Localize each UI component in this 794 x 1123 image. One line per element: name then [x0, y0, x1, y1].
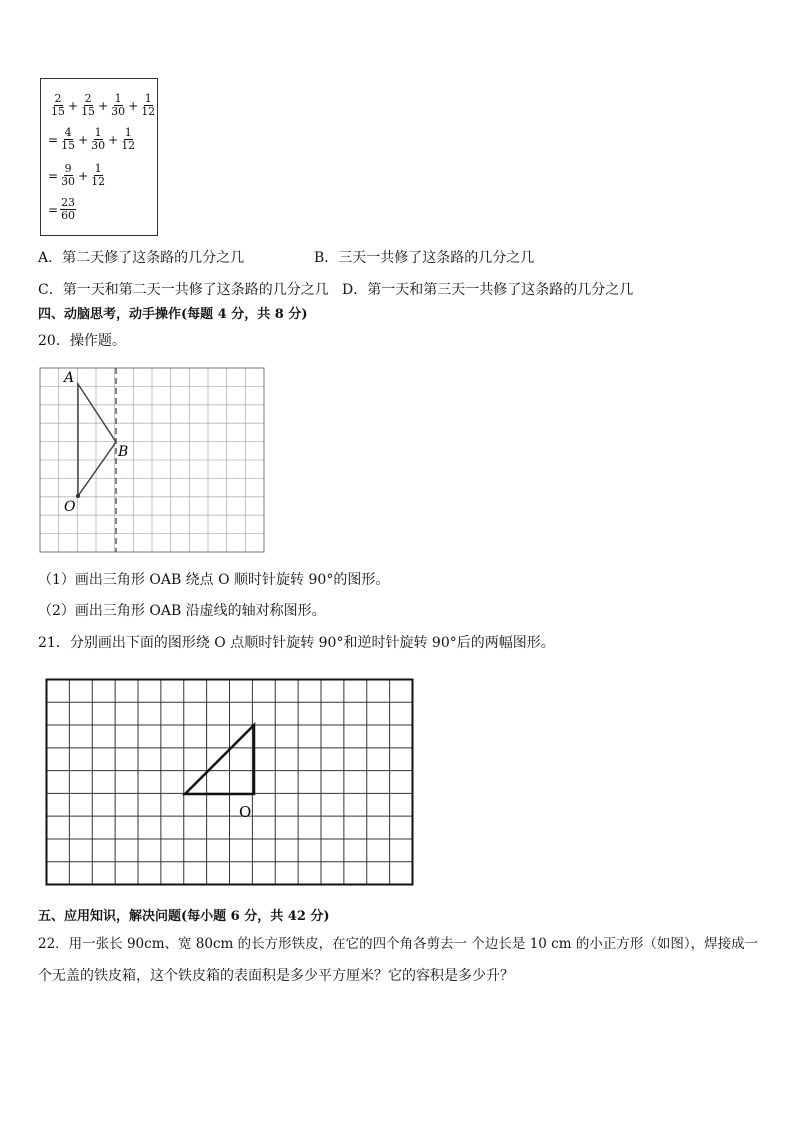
q20-grid-figure — [38, 366, 266, 554]
equals-sign: = — [48, 132, 59, 147]
plus-sign: + — [128, 98, 139, 113]
plus-sign: + — [98, 98, 109, 113]
triangle-oab — [78, 384, 116, 496]
calc-row-3 — [47, 163, 107, 188]
section-5-heading: 五、应用知识，解决问题(每小题 6 分，共 42 分) — [38, 909, 330, 924]
fraction: $\frac{2}{15}$ — [81, 92, 96, 118]
fraction: $\frac{1}{12}$ — [91, 162, 106, 188]
fraction: $\frac{2}{15}$ — [51, 92, 65, 118]
fraction: $\frac{1}{12}$ — [121, 126, 136, 152]
option-c: C．第一天和第二天一共修了这条路的几分之几 — [38, 282, 329, 298]
point-o-dot — [76, 494, 80, 498]
fraction: $\frac{1}{12}$ — [141, 92, 156, 118]
equals-sign: = — [48, 168, 59, 183]
calc-row-1 — [49, 93, 157, 118]
label-o: O — [239, 803, 252, 821]
q20-sub1: （1）画出三角形 OAB 绕点 O 顺时针旋转 90°的图形。 — [38, 572, 390, 588]
fraction: $\frac{23}{60}$ — [61, 196, 76, 222]
equals-sign: = — [48, 202, 59, 217]
plus-sign: + — [108, 132, 119, 147]
calc-row-4 — [47, 197, 77, 222]
fraction: $\frac{9}{30}$ — [61, 162, 76, 188]
label-o: O — [64, 499, 76, 515]
option-d: D．第一天和第三天一共修了这条路的几分之几 — [342, 282, 634, 298]
q20-title: 20．操作题。 — [38, 333, 126, 349]
fraction: $\frac{1}{30}$ — [91, 126, 106, 152]
right-triangle — [185, 725, 254, 794]
q22-line-2: 个无盖的铁皮箱，这个铁皮箱的表面积是多少平方厘米？它的容积是多少升？ — [38, 968, 514, 984]
q20-sub2: （2）画出三角形 OAB 沿虚线的轴对称图形。 — [38, 603, 326, 619]
fraction: $\frac{4}{15}$ — [61, 126, 76, 152]
q21-title: 21．分别画出下面的图形绕 O 点顺时针旋转 90°和逆时针旋转 90°后的两幅图形。 — [38, 635, 555, 651]
plus-sign: + — [78, 132, 89, 147]
option-a: A．第二天修了这条路的几分之几 — [38, 250, 245, 266]
plus-sign: + — [68, 98, 79, 113]
fraction: $\frac{1}{30}$ — [111, 92, 126, 118]
calculation-box — [40, 78, 158, 236]
plus-sign: + — [78, 168, 89, 183]
q21-grid-figure — [45, 678, 415, 888]
q22-line-1: 22．用一张长 90cm、宽 80cm 的长方形铁皮，在它的四个角各剪去一 个边长是 10 cm 的小正方形（如图），焊接成一 — [38, 936, 759, 952]
option-b: B．三天一共修了这条路的几分之几 — [314, 250, 535, 266]
section-4-heading: 四、动脑思考，动手操作(每题 4 分，共 8 分) — [38, 307, 308, 322]
label-b: B — [118, 444, 129, 460]
label-a: A — [64, 370, 75, 386]
calc-row-2 — [47, 127, 137, 152]
